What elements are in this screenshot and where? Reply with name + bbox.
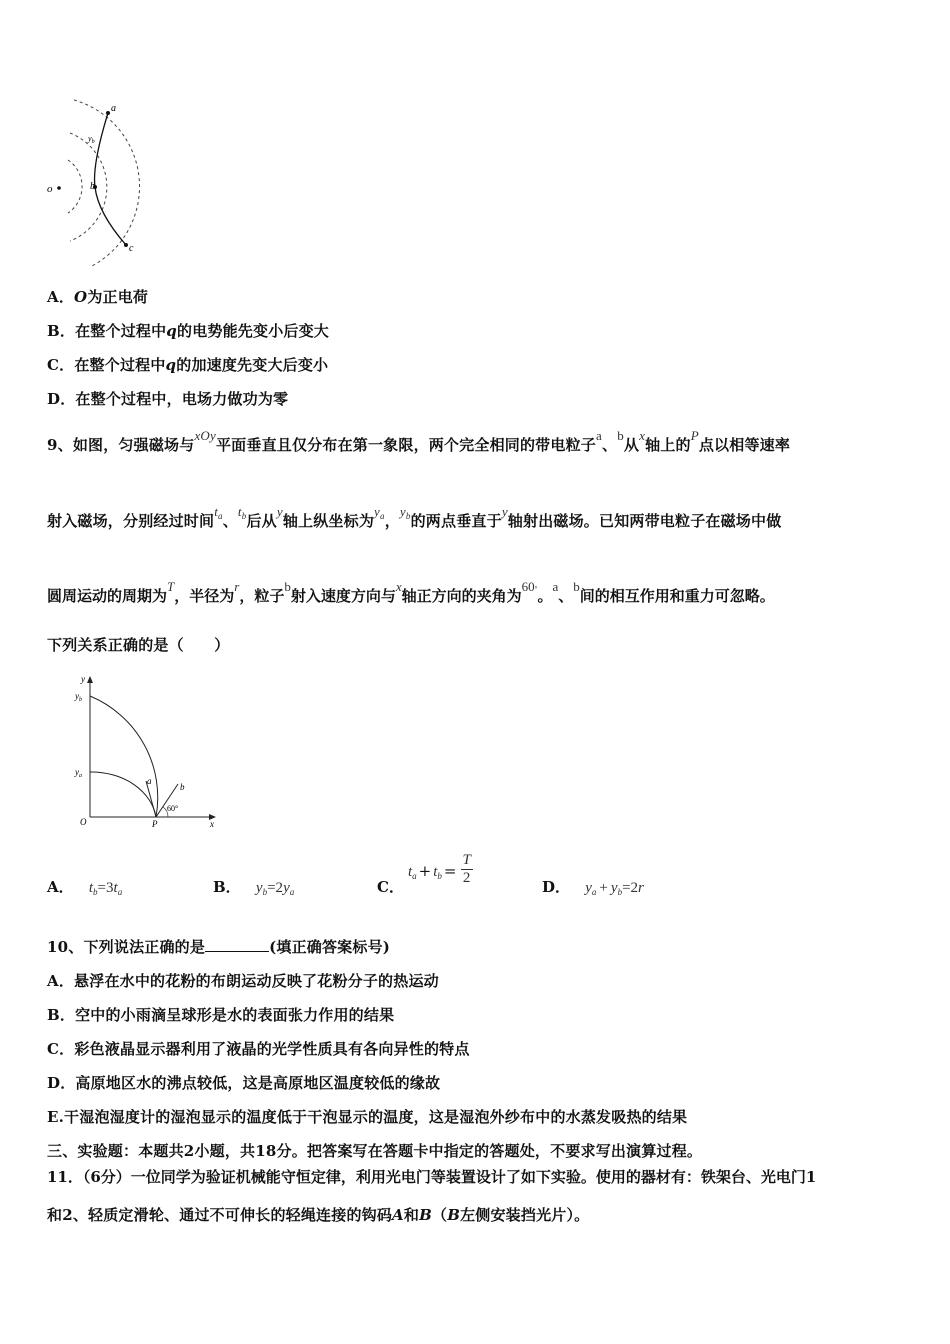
particle-trajectory: [95, 113, 126, 245]
label-a: a: [111, 103, 116, 114]
label-ya: $y_a$: [75, 767, 82, 779]
q10-option-a: A．悬浮在水中的花粉的布朗运动反映了花粉分子的热运动: [47, 972, 439, 990]
label-yb: $y_b$: [88, 134, 95, 145]
label-o: o: [47, 183, 53, 195]
section-3-heading: 三、实验题：本题共2小题，共18分。把答案写在答题卡中指定的答题处，不要求写出演算过程。: [47, 1142, 703, 1160]
trajectory-b: [90, 696, 158, 817]
q10-option-c: C．彩色液晶显示器利用了液晶的光学性质具有各向异性的特点: [47, 1040, 470, 1058]
label-yb: $y_b$: [75, 691, 82, 703]
equipotential-arc-outer: [74, 100, 140, 267]
q10-option-e: E.干湿泡湿度计的湿泡显示的温度低于干泡显示的温度，这是湿泡外纱布中的水蒸发吸热的结果: [47, 1108, 688, 1126]
q9-option-c: C．: [377, 878, 404, 896]
q9-line-2: 射入磁场，分别经过时间$t_a$、$t_b$后从y轴上纵坐标为$y_a$，$y_b$的两点垂直于y轴射出磁场。已知两带电粒子在磁场中做: [47, 504, 782, 530]
q10-option-b: B．空中的小雨滴呈球形是水的表面张力作用的结果: [47, 1006, 395, 1024]
q11-line-2: 和2、轻质定滑轮、通过不可伸长的轻绳连接的钩码A和B（B左侧安装挡光片）。: [47, 1206, 590, 1224]
figure-field-trajectory: [40, 95, 160, 275]
q9-line-3: 圆周运动的周期为T，半径为r，粒子b射入速度方向与x轴正方向的夹角为60°。a、b间的相互作用和重力可忽略。: [47, 579, 775, 605]
label-angle: 60°: [167, 804, 179, 813]
y-axis-arrow: [87, 676, 93, 683]
label-x-axis: x: [210, 819, 214, 829]
q9-option-c-formula: $t_a + t_b$ = $\frac{T}{2}$: [408, 852, 471, 886]
velocity-a: [146, 781, 156, 817]
point-a: [106, 111, 110, 115]
equipotential-arc-middle: [70, 133, 107, 241]
equipotential-arc-inner: [68, 160, 82, 213]
q9-line-4: 下列关系正确的是（ ）: [47, 636, 230, 654]
point-o: [57, 186, 61, 190]
q11-line-1: 11．（6分）一位同学为验证机械能守恒定律，利用光电门等装置设计了如下实验。使用的器材有：铁架台、光电门1: [47, 1168, 817, 1186]
label-p: P: [152, 819, 158, 829]
q10-option-d: D．高原地区水的沸点较低，这是高原地区温度较低的缘故: [47, 1074, 441, 1092]
q8-option-c: C．在整个过程中q的加速度先变大后变小: [47, 356, 329, 374]
q9-option-b: B． $y_b=2y_a$: [213, 878, 295, 897]
q9-option-d: D． $y_a + y_b=2r$: [542, 878, 644, 897]
q9-line-1: 9、如图，匀强磁场与xOy平面垂直且仅分布在第一象限，两个完全相同的带电粒子a、b从x轴上的P点以相等速率: [47, 428, 791, 454]
label-origin: O: [80, 817, 87, 827]
q8-option-a: A．O为正电荷: [47, 288, 149, 306]
label-y-axis: y: [81, 674, 85, 684]
figure-magnetic-field: [70, 672, 230, 832]
answer-blank[interactable]: [205, 939, 269, 952]
label-b: b: [180, 782, 185, 792]
q9-option-a: A． $t_b=3t_a$: [47, 878, 123, 897]
q10-stem: 10、下列说法正确的是 (填正确答案标号): [47, 938, 391, 956]
q8-option-b: B．在整个过程中q的电势能先变小后变大: [47, 322, 330, 340]
label-c: c: [129, 243, 134, 254]
point-c: [124, 243, 128, 247]
label-a: a: [147, 776, 152, 786]
q8-option-d: D．在整个过程中，电场力做功为零: [47, 390, 289, 408]
label-b: b: [90, 181, 95, 192]
